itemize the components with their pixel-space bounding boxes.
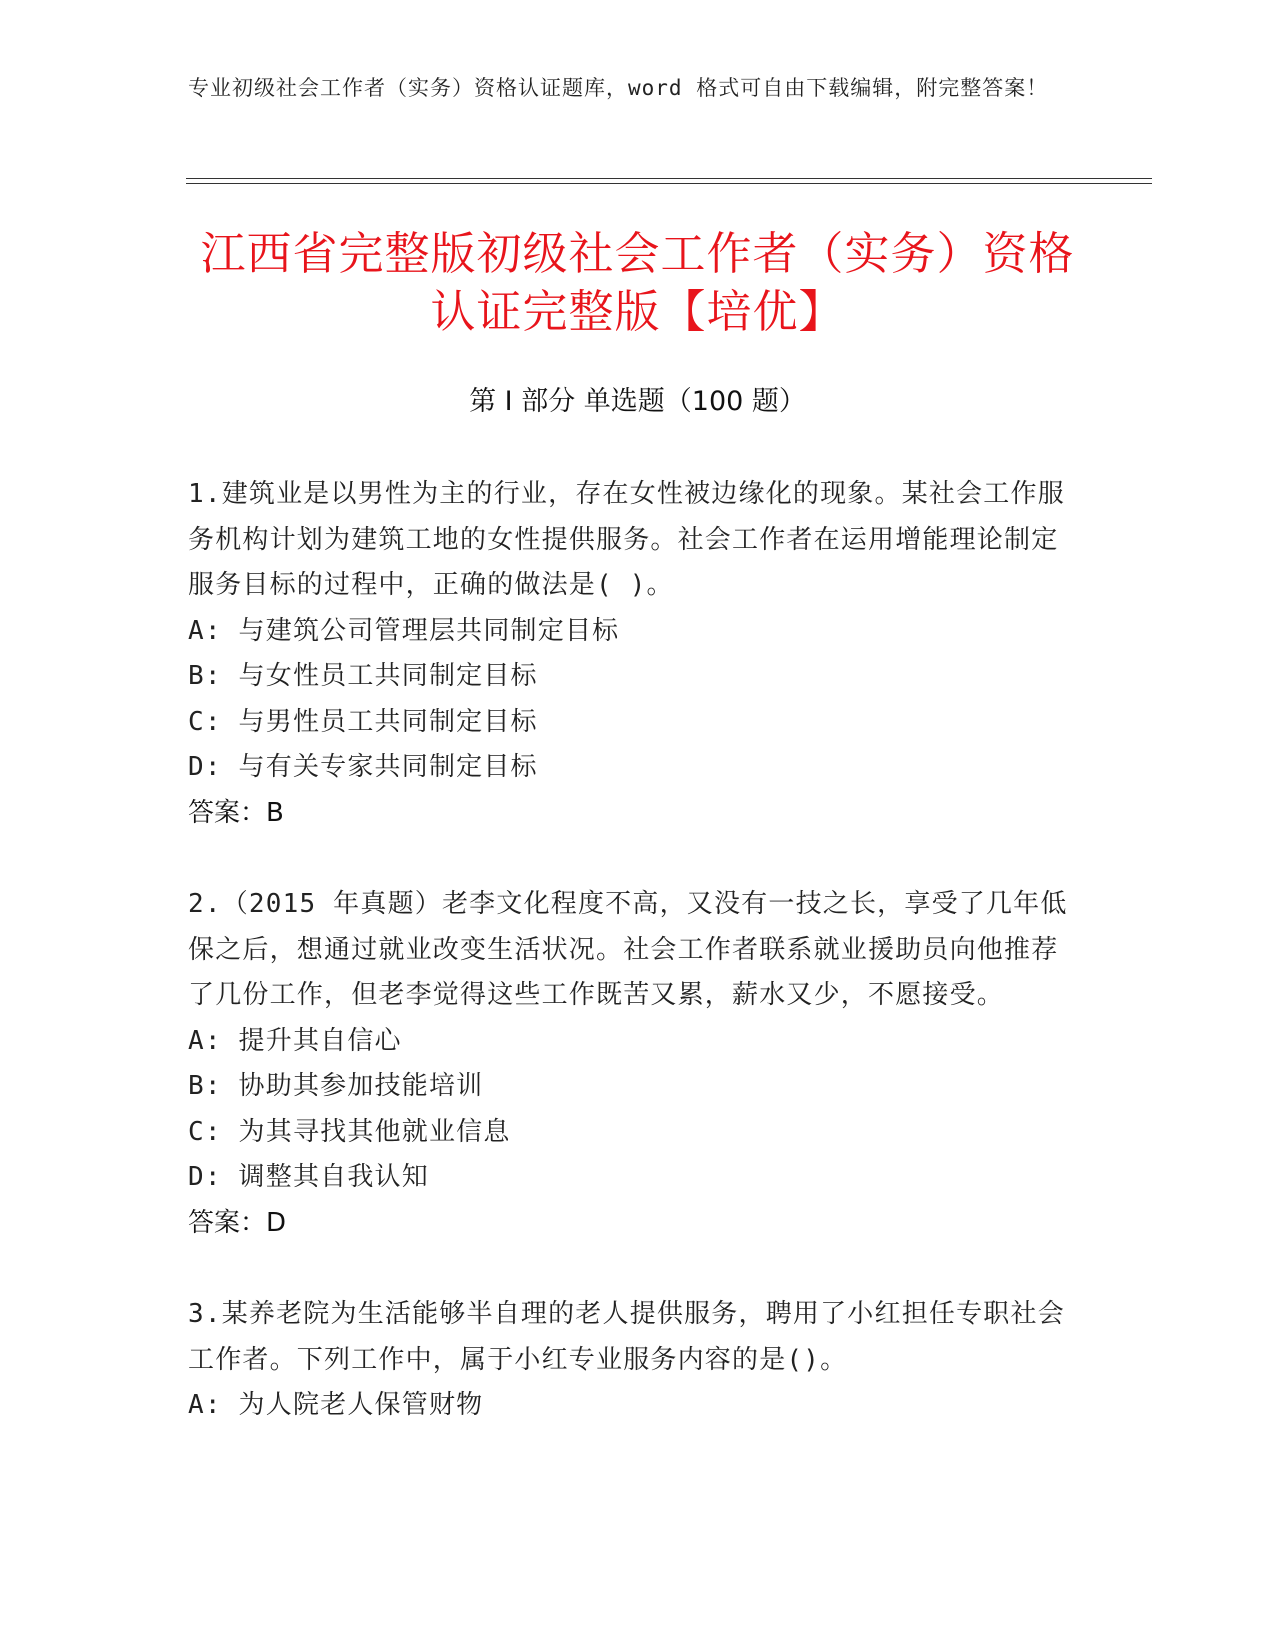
question-3 [188,1292,1068,1429]
header-divider-bottom [186,183,1152,184]
option-a: A: 提升其自信心 [188,1025,402,1056]
question-2 [188,882,1068,1246]
question-stem: 3.某养老院为生活能够半自理的老人提供服务，聘用了小红担任专职社会工作者。下列工作中，属于小红专业服务内容的是()。 [188,1299,1065,1375]
document-title-line-2: 认证完整版【培优】 [430,285,845,338]
header-divider-top [186,178,1152,179]
document-title [120,225,1155,341]
question-stem: 1.建筑业是以男性为主的行业，存在女性被边缘化的现象。某社会工作服务机构计划为建筑工地的女性提供服务。社会工作者在运用增能理论制定服务目标的过程中，正确的做法是( )。 [188,479,1065,600]
section-heading: 第 I 部分 单选题（100 题） [469,386,806,417]
document-title-line-1: 江西省完整版初级社会工作者（实务）资格 [200,227,1075,280]
answer: 答案：B [188,797,284,828]
option-d: D: 与有关专家共同制定目标 [188,752,538,782]
question-stem: 2.（2015 年真题）老李文化程度不高，又没有一技之长，享受了几年低保之后，想通过就业改变生活状况。社会工作者联系就业援助员向他推荐了几份工作，但老李觉得这些工作既苦又累，薪水又少，不愿接受。 [188,889,1068,1010]
option-c: C: 与男性员工共同制定目标 [188,706,538,737]
option-b: B: 协助其参加技能培训 [188,1071,484,1101]
header-note: 专业初级社会工作者（实务）资格认证题库，word 格式可自由下载编辑，附完整答案！ [188,76,1049,100]
option-a: A: 为人院老人保管财物 [188,1390,484,1420]
answer: 答案：D [188,1207,287,1238]
question-list [188,472,1068,1475]
option-c: C: 为其寻找其他就业信息 [188,1116,511,1147]
option-b: B: 与女性员工共同制定目标 [188,661,538,691]
question-1 [188,472,1068,836]
option-a: A: 与建筑公司管理层共同制定目标 [188,615,620,646]
option-d: D: 调整其自我认知 [188,1162,429,1192]
